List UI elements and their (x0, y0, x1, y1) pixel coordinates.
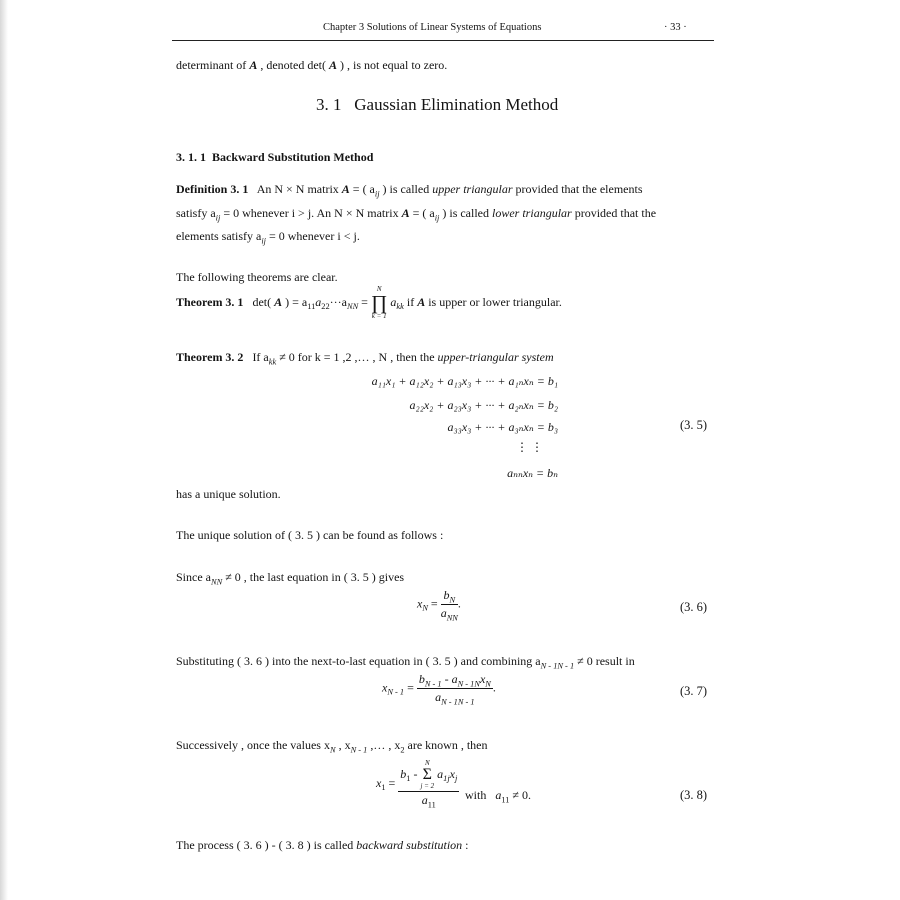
section-title: 3. 1 Gaussian Elimination Method (316, 95, 559, 114)
definition-line-2: satisfy $a_{ij} = 0$ whenever i > j. An N × N matrix A = ( $a_{ij}$ ) is called lower triangular provided that the (176, 206, 657, 223)
found-as-follows-line: The unique solution of ( 3. 5 ) can be found as follows : (176, 528, 444, 542)
running-header-page-number: · 33 · (664, 22, 687, 33)
page-edge-shadow (0, 0, 8, 900)
equation-3-8: $x_1$ = $b_1$ - N Σ j = 2 $a_{1j}x_j$ $a_{11}$ (376, 759, 458, 810)
theorem-3-2: Theorem 3. 2 If $a_{kk} \ne 0$ for k = 1 ,2 ,… , N , then the upper-triangular system (176, 350, 554, 367)
intro-line: determinant of A , denoted det( A ) , is not equal to zero. (176, 58, 448, 72)
system-row-5: aₙₙxₙ = bₙ (507, 466, 558, 480)
system-row-1: a₁₁x₁ + a₁₂x₂ + a₁₃x₃ + ··· + a₁ₙxₙ = b₁ (371, 374, 558, 388)
header-rule (172, 40, 714, 41)
fraction: $\frac{b_{N - 1} - a_{N - 1N}x_N}{a_{N - 1N - 1}}$ (418, 672, 491, 707)
theorems-clear-line: The following theorems are clear. (176, 270, 338, 284)
substituting-line: Substituting ( 3. 6 ) into the next-to-last equation in ( 3. 5 ) and combining $a_{N - 1N - 1} \ne 0$ result in (176, 654, 635, 671)
since-line: Since $a_{NN} \ne 0$ , the last equation in ( 3. 5 ) gives (176, 570, 405, 587)
equation-3-6: $x_N$ = $\frac{b_N}{a_{NN}}$ . (417, 588, 461, 623)
fraction: $\frac{b_N}{a_{NN}}$ (440, 588, 458, 623)
successively-line: Successively , once the values $x_N$ , $x_{N - 1}$ ,… , $x_2$ are known , then (176, 738, 488, 755)
equation-number-3-6: (3. 6) (680, 600, 708, 614)
equation-number-3-5: (3. 5) (680, 418, 708, 432)
fraction: $b_1$ - N Σ j = 2 $a_{1j}x_j$ $a_{11}$ (400, 759, 458, 810)
unique-solution-line: has a unique solution. (176, 487, 281, 501)
theorem-3-1: Theorem 3. 1 det( A ) = $a_{11}a_{22}\cdot\cdot\cdot a_{NN}$ = N ∏ k = 1 $a_{kk}$ if A is upper or lower triangular. (176, 285, 562, 320)
summation-operator: N Σ j = 2 (420, 759, 435, 790)
definition-line-1: Definition 3. 1 An N × N matrix A = ( $a_{ij}$ ) is called upper triangular provided that the elements (176, 182, 643, 199)
system-row-3: a₃₃x₃ + ··· + a₃ₙxₙ = b₃ (447, 420, 558, 434)
running-header-title: Chapter 3 Solutions of Linear Systems of Equations (323, 22, 542, 33)
system-row-2: a₂₂x₂ + a₂₃x₃ + ··· + a₂ₙxₙ = b₂ (409, 398, 558, 412)
definition-line-3: elements satisfy $a_{ij} = 0$ whenever i < j. (176, 229, 360, 246)
product-operator: N ∏ k = 1 (370, 285, 388, 320)
equation-number-3-8: (3. 8) (680, 788, 708, 802)
equation-3-7: $x_{N - 1}$ = $\frac{b_{N - 1} - a_{N - 1N}x_N}{a_{N - 1N - 1}}$ . (382, 672, 496, 707)
equation-3-8-condition: with $a_{11} \ne 0$. (465, 788, 532, 805)
process-line: The process ( 3. 6 ) - ( 3. 8 ) is called backward substitution : (176, 838, 469, 852)
equation-number-3-7: (3. 7) (680, 684, 708, 698)
system-row-4: ⋮ ⋮ (516, 440, 543, 454)
subsection-title: 3. 1. 1 Backward Substitution Method (176, 150, 374, 164)
